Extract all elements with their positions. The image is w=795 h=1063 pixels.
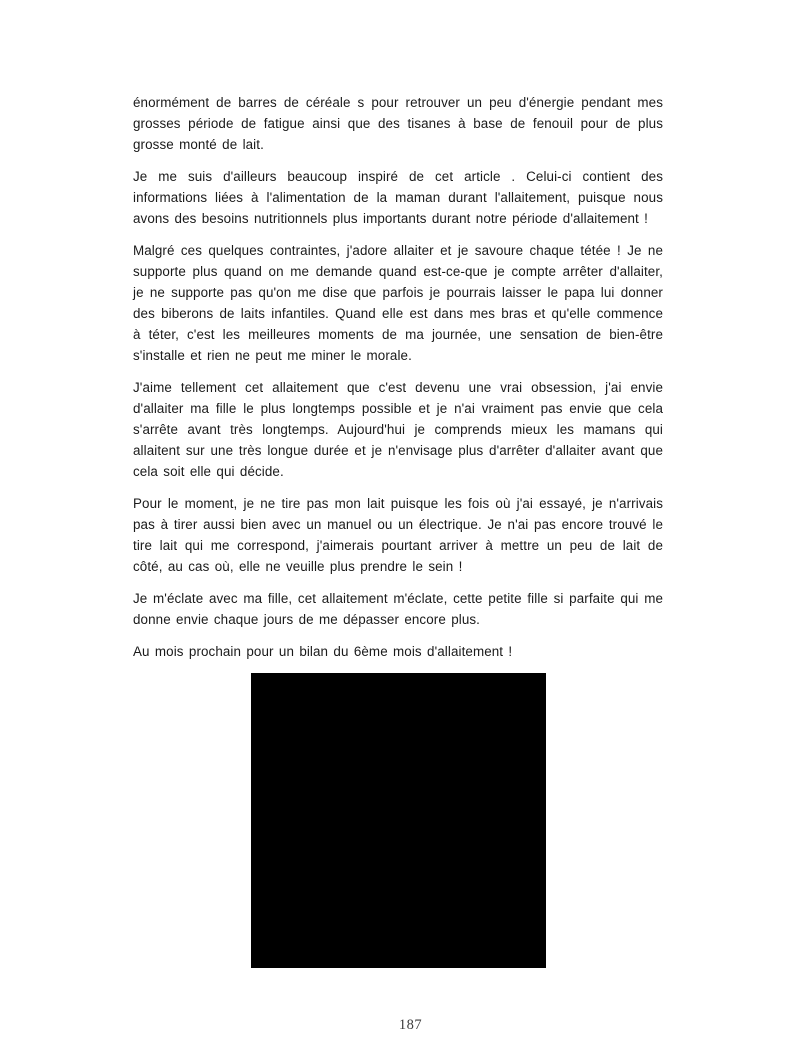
paragraph: énormément de barres de céréale s pour retrouver un peu d'énergie pendant mes grosses période de fatigue ainsi que des tisanes à base de fenouil pour de plus grosse monté de lait. (133, 95, 663, 152)
paragraph: Je m'éclate avec ma fille, cet allaitement m'éclate, cette petite fille si parfaite qui me donne envie chaque jours de me dépasser encore plus. (133, 591, 663, 627)
page-footer (0, 1016, 795, 1034)
paragraph: J'aime tellement cet allaitement que c'est devenu une vrai obsession, j'ai envie d'allaiter ma fille le plus longtemps possible et je n'ai vraiment pas envie que cela s'arrête avant très longtemps. Aujourd'hui je comprends mieux les mamans qui allaitent sur une très longue durée et je n'envisage plus d'arrêter d'allaiter avant que cela soit elle qui décide. (133, 380, 663, 479)
paragraph: Pour le moment, je ne tire pas mon lait puisque les fois où j'ai essayé, je n'arrivais pas à tirer aussi bien avec un manuel ou un électrique. Je n'ai pas encore trouvé le tire lait qui me correspond, j'aimerais pourtant arriver à mettre un peu de lait de côté, au cas où, elle ne veuille plus prendre le sein ! (133, 496, 663, 574)
paragraph: Au mois prochain pour un bilan du 6ème mois d'allaitement ! (133, 644, 513, 659)
text-block (133, 92, 663, 968)
redacted-image-block (251, 673, 546, 968)
page-number: 187 (398, 1017, 423, 1033)
paragraph: Malgré ces quelques contraintes, j'adore allaiter et je savoure chaque tétée ! Je ne supporte plus quand on me demande quand est-ce-que je compte arrêter d'allaiter, je ne supporte pas qu'on me dise que parfois je pourrais laisser le papa lui donner des biberons de laits infantiles. Quand elle est dans mes bras et qu'elle commence à téter, c'est les meilleures moments de ma journée, une sensation de bien-être s'installe et rien ne peut me miner le morale. (133, 243, 663, 363)
paragraph: Je me suis d'ailleurs beaucoup inspiré de cet article . Celui-ci contient des informations liées à l'alimentation de la maman durant l'allaitement, puisque nous avons des besoins nutritionnels plus importants durant notre période d'allaitement ! (133, 169, 663, 226)
